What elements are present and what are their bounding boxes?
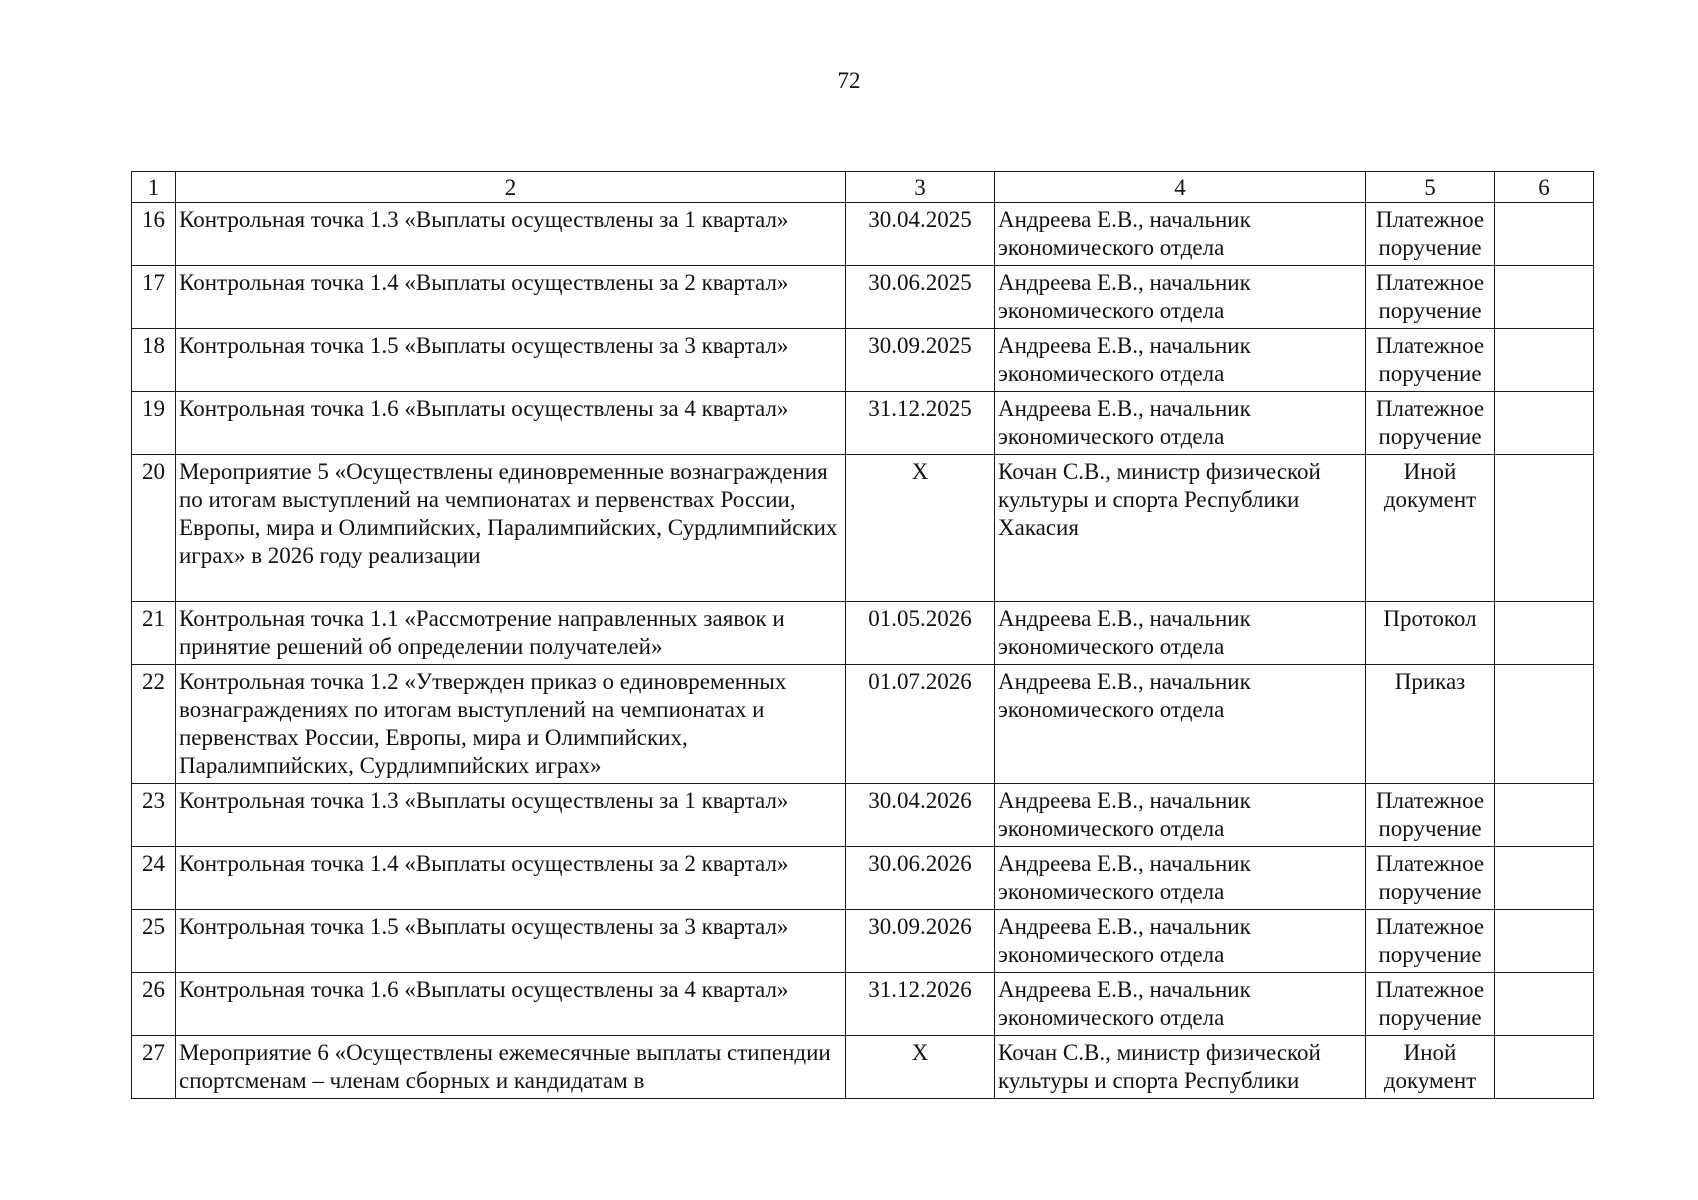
column-6-cell — [1495, 847, 1594, 910]
document-type: Платежное поручение — [1366, 203, 1495, 266]
table-row — [132, 602, 1594, 665]
document-type: Протокол — [1366, 602, 1495, 665]
document-type: Платежное поручение — [1366, 392, 1495, 455]
table-row — [132, 392, 1594, 455]
header-cell-5: 5 — [1366, 172, 1495, 203]
deadline-date: 01.07.2026 — [846, 665, 995, 784]
event-name: Контрольная точка 1.4 «Выплаты осуществлены за 2 квартал» — [176, 847, 846, 910]
column-6-cell — [1495, 973, 1594, 1036]
deadline-date: 30.04.2026 — [846, 784, 995, 847]
header-cell-6: 6 — [1495, 172, 1594, 203]
table-row — [132, 329, 1594, 392]
column-6-cell — [1495, 203, 1594, 266]
document-type: Платежное поручение — [1366, 973, 1495, 1036]
document-type: Платежное поручение — [1366, 266, 1495, 329]
event-name: Контрольная точка 1.5 «Выплаты осуществлены за 3 квартал» — [176, 910, 846, 973]
document-type: Платежное поручение — [1366, 329, 1495, 392]
event-name: Мероприятие 5 «Осуществлены единовременные вознаграждения по итогам выступлений на чемпионатах и первенствах России, Европы, мира и Олимпийских, Паралимпийских, Сурдлимпийских играх» в 2026 году реализации — [176, 455, 846, 602]
deadline-date: 31.12.2026 — [846, 973, 995, 1036]
deadline-date: Х — [846, 1036, 995, 1099]
row-number: 20 — [132, 455, 176, 602]
header-cell-3: 3 — [846, 172, 995, 203]
responsible-person: Кочан С.В., министр физической культуры и спорта Республики — [995, 1036, 1366, 1099]
column-6-cell — [1495, 329, 1594, 392]
page-number: 72 — [837, 68, 861, 93]
responsible-person: Андреева Е.В., начальник экономического отдела — [995, 392, 1366, 455]
column-6-cell — [1495, 1036, 1594, 1099]
table-row — [132, 665, 1594, 784]
responsible-person: Андреева Е.В., начальник экономического отдела — [995, 266, 1366, 329]
row-number: 17 — [132, 266, 176, 329]
column-6-cell — [1495, 455, 1594, 602]
responsible-person: Кочан С.В., министр физической культуры и спорта Республики Хакасия — [995, 455, 1366, 602]
row-number: 23 — [132, 784, 176, 847]
row-number: 18 — [132, 329, 176, 392]
header-row — [132, 172, 1594, 203]
event-name: Контрольная точка 1.3 «Выплаты осуществлены за 1 квартал» — [176, 203, 846, 266]
row-number: 22 — [132, 665, 176, 784]
table-row — [132, 847, 1594, 910]
header-cell-2: 2 — [176, 172, 846, 203]
responsible-person: Андреева Е.В., начальник экономического отдела — [995, 784, 1366, 847]
table-row — [132, 784, 1594, 847]
row-number: 24 — [132, 847, 176, 910]
table-row — [132, 910, 1594, 973]
event-name: Контрольная точка 1.2 «Утвержден приказ о единовременных вознаграждениях по итогам выступлений на чемпионатах и первенствах России, Европы, мира и Олимпийских, Паралимпийских, Сурдлимпийских играх» — [176, 665, 846, 784]
deadline-date: 30.09.2025 — [846, 329, 995, 392]
responsible-person: Андреева Е.В., начальник экономического отдела — [995, 847, 1366, 910]
header-cell-4: 4 — [995, 172, 1366, 203]
document-type: Платежное поручение — [1366, 784, 1495, 847]
deadline-date: 30.09.2026 — [846, 910, 995, 973]
column-6-cell — [1495, 266, 1594, 329]
document-type: Платежное поручение — [1366, 910, 1495, 973]
table-row — [132, 1036, 1594, 1099]
header-cell-1: 1 — [132, 172, 176, 203]
responsible-person: Андреева Е.В., начальник экономического отдела — [995, 665, 1366, 784]
row-number: 25 — [132, 910, 176, 973]
event-name: Контрольная точка 1.6 «Выплаты осуществлены за 4 квартал» — [176, 392, 846, 455]
event-name: Контрольная точка 1.6 «Выплаты осуществлены за 4 квартал» — [176, 973, 846, 1036]
row-number: 27 — [132, 1036, 176, 1099]
document-type: Платежное поручение — [1366, 847, 1495, 910]
deadline-date: 01.05.2026 — [846, 602, 995, 665]
table-row — [132, 266, 1594, 329]
table-row — [132, 203, 1594, 266]
row-number: 16 — [132, 203, 176, 266]
responsible-person: Андреева Е.В., начальник экономического отдела — [995, 910, 1366, 973]
column-6-cell — [1495, 910, 1594, 973]
event-name: Контрольная точка 1.4 «Выплаты осуществлены за 2 квартал» — [176, 266, 846, 329]
document-type: Иной документ — [1366, 455, 1495, 602]
deadline-date: 30.06.2026 — [846, 847, 995, 910]
event-name: Контрольная точка 1.5 «Выплаты осуществлены за 3 квартал» — [176, 329, 846, 392]
row-number: 19 — [132, 392, 176, 455]
row-number: 26 — [132, 973, 176, 1036]
plan-table — [131, 171, 1594, 1099]
event-name: Контрольная точка 1.1 «Рассмотрение направленных заявок и принятие решений об определении получателей» — [176, 602, 846, 665]
event-name: Контрольная точка 1.3 «Выплаты осуществлены за 1 квартал» — [176, 784, 846, 847]
column-6-cell — [1495, 784, 1594, 847]
column-6-cell — [1495, 665, 1594, 784]
responsible-person: Андреева Е.В., начальник экономического отдела — [995, 602, 1366, 665]
responsible-person: Андреева Е.В., начальник экономического отдела — [995, 973, 1366, 1036]
event-name: Мероприятие 6 «Осуществлены ежемесячные выплаты стипендии спортсменам – членам сборных и кандидатам в — [176, 1036, 846, 1099]
responsible-person: Андреева Е.В., начальник экономического отдела — [995, 329, 1366, 392]
deadline-date: Х — [846, 455, 995, 602]
deadline-date: 30.06.2025 — [846, 266, 995, 329]
table-row — [132, 455, 1594, 602]
table-row — [132, 973, 1594, 1036]
deadline-date: 30.04.2025 — [846, 203, 995, 266]
row-number: 21 — [132, 602, 176, 665]
deadline-date: 31.12.2025 — [846, 392, 995, 455]
document-type: Иной документ — [1366, 1036, 1495, 1099]
document-type: Приказ — [1366, 665, 1495, 784]
responsible-person: Андреева Е.В., начальник экономического отдела — [995, 203, 1366, 266]
column-6-cell — [1495, 392, 1594, 455]
column-6-cell — [1495, 602, 1594, 665]
